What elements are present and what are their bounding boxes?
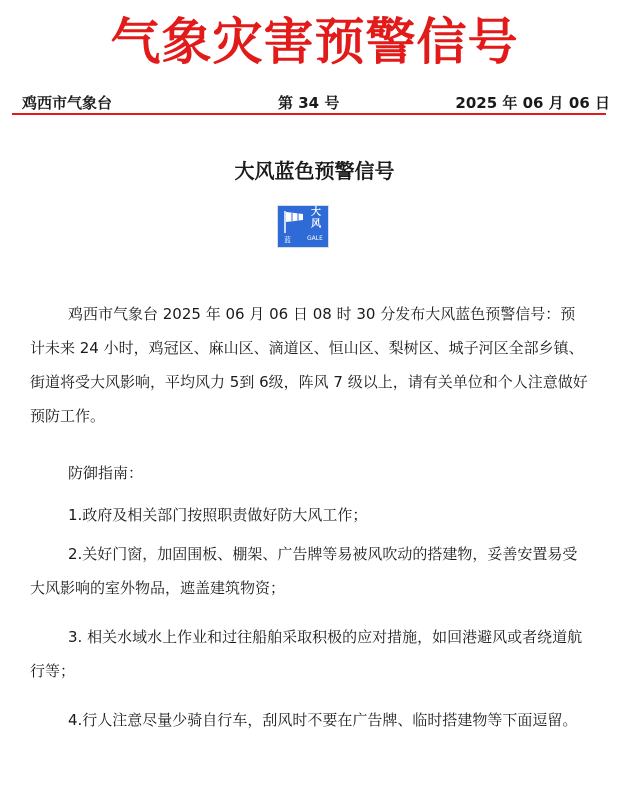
guide-item-4: 4.行人注意尽量少骑自行车，刮风时不要在广告牌、临时搭建物等下面逗留。: [68, 711, 578, 729]
signal-code-text: GALE: [307, 235, 323, 242]
guide-item-1: 1.政府及相关部门按照职责做好防大风工作；: [68, 506, 368, 524]
signal-label-char-2: 风: [311, 219, 321, 230]
signal-level-text: 蓝: [284, 236, 291, 244]
guide-item-3: 3. 相关水域水上作业和过往船舶采取积极的应对措施，如回港避风或者绕道航行等；: [30, 628, 583, 680]
gale-blue-signal-icon: [277, 205, 329, 248]
windsock-icon: [281, 209, 311, 235]
signal-label-char-1: 大: [311, 207, 321, 218]
document-title: 大风蓝色预警信号: [234, 159, 395, 183]
header-divider: [12, 113, 606, 115]
issue-number: 第 34 号: [278, 94, 340, 112]
issue-date: 2025 年 06 月 06 日: [455, 94, 610, 112]
guide-heading: 防御指南：: [68, 464, 144, 482]
lead-paragraph: 鸡西市气象台 2025 年 06 月 06 日 08 时 30 分发布大风蓝色预警信号：预计未来 24 小时，鸡冠区、麻山区、滴道区、恒山区、梨树区、城子河区全部乡镇、街道将受大风影响，平均风力 5到 6级，阵风 7 级以上，请有关单位和个人注意做好预防工作。: [30, 305, 588, 425]
issuer-name: 鸡西市气象台: [22, 94, 113, 112]
issue-meta-row: [20, 90, 610, 114]
guide-item-2: 2.关好门窗，加固围板、棚架、广告牌等易被风吹动的搭建物，妥善安置易受大风影响的室外物品，遮盖建筑物资；: [30, 545, 578, 597]
masthead-title: 气象灾害预警信号: [110, 13, 519, 71]
